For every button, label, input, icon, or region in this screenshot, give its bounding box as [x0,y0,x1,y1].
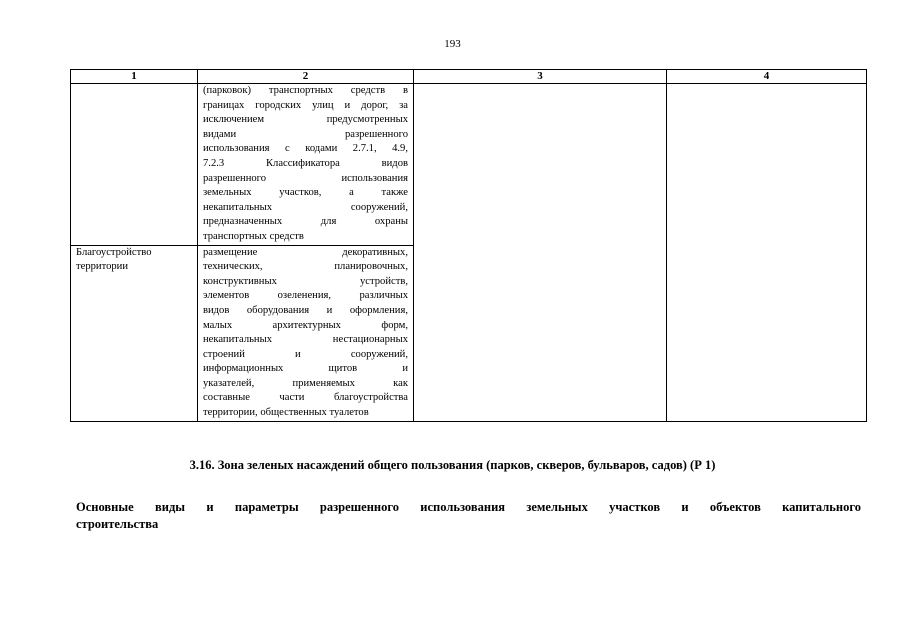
table-row [71,84,867,246]
land-use-table [70,69,867,422]
text-line: предназначенных для охраны [203,216,408,228]
text-line: Благоустройство [76,246,152,258]
subsection-heading [76,499,861,533]
text-line: видами разрешенного [203,128,408,140]
text-line: видов оборудования и оформления, [203,304,408,316]
text-line: 7.2.3 Классификатора видов [203,157,408,169]
text-line: исключением предусмотренных [203,114,408,126]
text-line: некапитальных нестационарных [203,334,408,346]
text-line: земельных участков, а также [203,187,408,199]
text-line: использования с кодами 2.7.1, 4.9, [203,143,408,155]
text-line: транспортных средств [203,230,304,242]
text-line: территории [76,261,129,273]
page-number: 193 [444,38,461,50]
text-line: технических, планировочных, [203,261,408,273]
text-line: информационных щитов и [203,363,408,375]
col4-cell [667,84,867,422]
text-line: (парковок) транспортных средств в [203,85,408,96]
row1-col1 [71,84,198,246]
text-line: малых архитектурных форм, [203,319,408,331]
text-line: элементов озеленения, различных [203,290,408,302]
text-line: строений и сооружений, [203,348,408,360]
text-line: границах городских улиц и дорог, за [203,99,408,111]
text-line: указателей, применяемых как [203,377,408,389]
text-line: территории, общественных туалетов [203,407,369,419]
text-line: некапитальных сооружений, [203,201,408,213]
section-heading: 3.16. Зона зеленых насаждений общего пользования (парков, скверов, бульваров, садов) (Р 1) [189,458,716,472]
row1-description [198,84,414,246]
header-col-2: 2 [198,70,414,84]
header-col-3: 3 [414,70,667,84]
text-line: составные части благоустройства [203,392,408,404]
subsection-line: Основные виды и параметры разрешенного использования земельных участков и объектов капитального [76,500,861,514]
row2-description [198,245,414,421]
text-line: разрешенного использования [203,172,408,184]
row2-land-use-name [71,245,198,421]
subsection-line: строительства [76,517,159,531]
table-header-row [71,70,867,84]
text-line: конструктивных устройств, [203,275,408,287]
header-col-1: 1 [71,70,198,84]
col3-cell [414,84,667,422]
header-col-4: 4 [667,70,867,84]
text-line: размещение декоративных, [203,246,408,258]
